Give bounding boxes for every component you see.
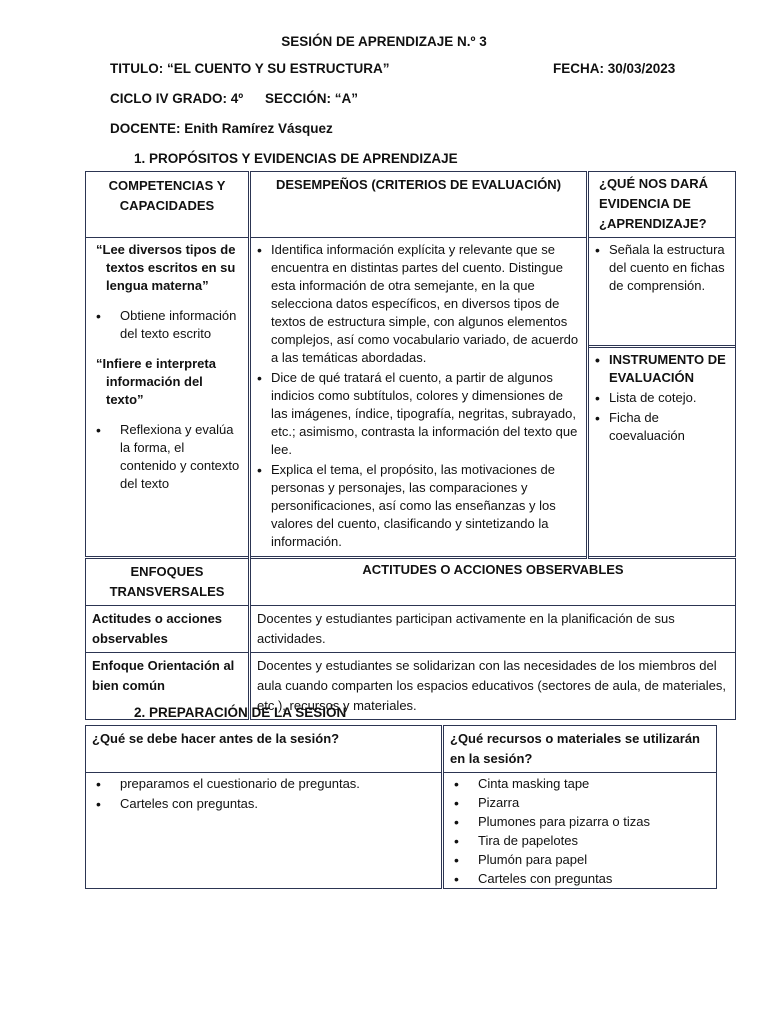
desempenos-cell (250, 238, 588, 558)
col-header-desempenos: DESEMPEÑOS (CRITERIOS DE EVALUACIÓN) (250, 172, 588, 238)
col-header-recursos: ¿Qué recursos o materiales se utilizarán en la sesión? (443, 726, 717, 773)
enfoque-text: Docentes y estudiantes se solidarizan con las necesidades de los miembros del aula cuando comparten los espacios educativos (sectores de aula, de materiales, etc.), recursos y materiales. (250, 653, 736, 720)
recursos-cell (443, 773, 717, 889)
desempeno-item: • Identifica información explícita y relevante que se encuentra en distintas partes del cuento. Distingue esta información de otra semejante, en la que selecciona datos específicos, en diversos tipos de textos de estructura simple, con algunos elementos complejos, así como vocabulario variado, de acuerdo a las temáticas abordadas. (257, 241, 580, 367)
capacidad-list (92, 307, 242, 343)
evidencia-list (595, 241, 729, 339)
antes-cell (86, 773, 443, 889)
titulo-line (110, 61, 390, 76)
recurso-item: • Cinta masking tape (450, 775, 710, 793)
table-header-row (86, 172, 736, 238)
section2-heading: 2. PREPARACIÓN DE LA SESIÓN (134, 705, 347, 720)
propositos-table (85, 171, 736, 720)
instrumento-title: • INSTRUMENTO DE EVALUACIÓN (595, 351, 729, 387)
desempeno-item: • Explica el tema, el propósito, las motivaciones de personas y personajes, las comparaciones y personificaciones, así como las enseñanzas y los valores del cuento, clasificando y sintetizando la información. (257, 461, 580, 551)
preparacion-table (85, 725, 717, 889)
titulo-value: “EL CUENTO Y SU ESTRUCTURA” (167, 61, 390, 76)
recurso-item: • Plumones para pizarra o tizas (450, 813, 710, 831)
titulo-label: TITULO: (110, 61, 164, 76)
docente: DOCENTE: Enith Ramírez Vásquez (110, 121, 333, 136)
instrumento-item: • Lista de cotejo. (595, 389, 729, 407)
recurso-item: • Tira de papelotes (450, 832, 710, 850)
document-title: SESIÓN DE APRENDIZAJE N.º 3 (281, 34, 487, 49)
col-header-evidencia: ¿QUÉ NOS DARÁ EVIDENCIA DE ¿APRENDIZAJE? (588, 172, 736, 238)
instrumentos-list (595, 351, 729, 445)
actitudes-header: ACTITUDES O ACCIONES OBSERVABLES (250, 558, 736, 606)
enfoques-header: ENFOQUES TRANSVERSALES (86, 558, 250, 606)
section1-heading: 1. PROPÓSITOS Y EVIDENCIAS DE APRENDIZAJE (134, 151, 458, 166)
enfoque-text: Docentes y estudiantes participan activamente en la planificación de sus actividades. (250, 606, 736, 653)
recurso-item: • Plumón para papel (450, 851, 710, 869)
fecha: FECHA: 30/03/2023 (553, 61, 676, 76)
competencia-title: “Infiere e interpreta información del texto” (96, 356, 216, 407)
capacidad-list (92, 421, 242, 493)
desempeno-item: • Dice de qué tratará el cuento, a partir de algunos indicios como subtítulos, colores y dimensiones de las imágenes, índice, tipografía, negritas, subrayado, etc.; asimismo, contrasta la información del texto que lee. (257, 369, 580, 459)
recurso-item: • Pizarra (450, 794, 710, 812)
col-header-antes: ¿Qué se debe hacer antes de la sesión? (86, 726, 443, 773)
enfoque-row (86, 606, 736, 653)
competencia-title: “Lee diversos tipos de textos escritos en su lengua materna” (96, 242, 236, 293)
capacidad-item: • Obtiene información del texto escrito (92, 307, 242, 343)
content-row (86, 238, 736, 558)
enfoque-label: Actitudes o acciones observables (86, 606, 250, 653)
antes-item: • Carteles con preguntas. (92, 795, 435, 813)
recurso-item: • Carteles con preguntas (450, 870, 710, 888)
evidencia-cell (588, 238, 736, 558)
seccion: SECCIÓN: “A” (265, 91, 359, 106)
ciclo-grado: CICLO IV GRADO: 4º (110, 91, 244, 106)
antes-list (92, 775, 435, 813)
enfoque-label: Enfoque Orientación al bien común (86, 653, 250, 720)
desempenos-list (257, 241, 580, 551)
instrumento-item: • Ficha de coevaluación (595, 409, 729, 445)
recursos-list (450, 775, 710, 888)
col-header-competencias: COMPETENCIAS Y CAPACIDADES (86, 172, 250, 238)
preparacion-header-row (86, 726, 717, 773)
evidencia-item: • Señala la estructura del cuento en fichas de comprensión. (595, 241, 729, 295)
enfoques-header-row (86, 558, 736, 606)
capacidad-item: • Reflexiona y evalúa la forma, el contenido y contexto del texto (92, 421, 242, 493)
preparacion-content-row (86, 773, 717, 889)
competencias-cell (86, 238, 250, 558)
antes-item: • preparamos el cuestionario de preguntas. (92, 775, 435, 793)
